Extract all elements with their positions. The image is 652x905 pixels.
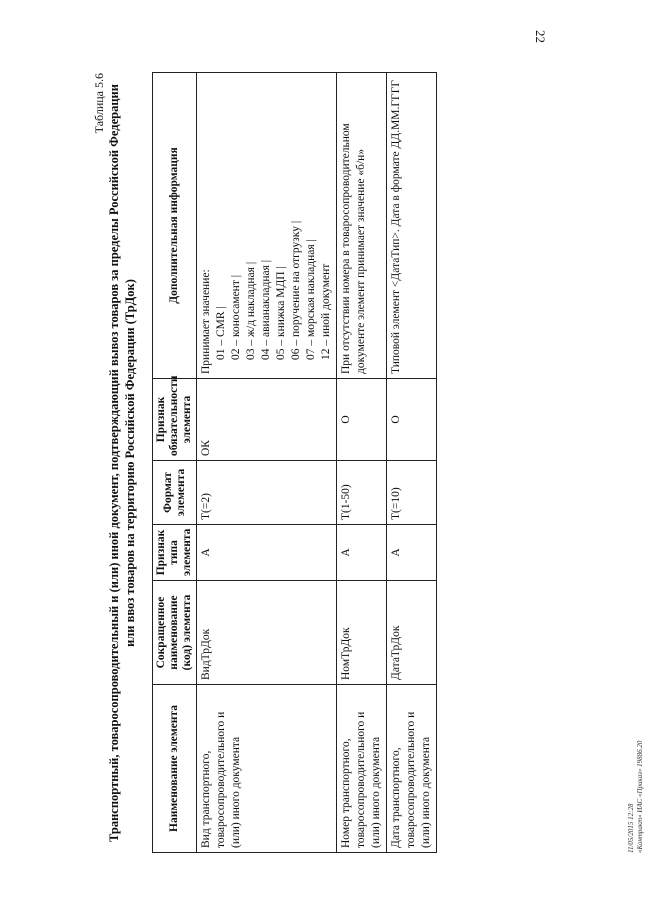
registration-stamp [627, 741, 645, 853]
cell-required: ОК [197, 379, 337, 461]
info-value: 02 – коносамент | [230, 274, 242, 360]
stamp-line: 11/05/2015 12:28 [627, 803, 635, 853]
table-title: Транспортный, товаросопроводительный и (или) иной документ, подтверждающий вывоз товаров за пределы Российской Федерации или ввоз товаров на территорию Российской Федерации (ТрДок) [107, 84, 137, 842]
info-value: 12 – иной документ [320, 263, 332, 360]
table-row [197, 73, 337, 853]
cell-code: НомТрДок [337, 581, 387, 685]
info-value: 06 – поручение на отгрузку | [290, 220, 302, 360]
info-value: 07 – морская накладная | [305, 239, 317, 360]
column-header: Формат элемента [153, 461, 197, 525]
page-number: 22 [533, 30, 548, 43]
cell-format: T(1-50) [337, 461, 387, 525]
info-intro: Принимает значение: [200, 269, 212, 374]
cell-info: Типовой элемент <ДатаТип>. Дата в формате ДД.ММ.ГГГГ [387, 73, 437, 379]
rotated-table-sheet [92, 73, 652, 853]
info-value: 05 – книжка МДП | [275, 266, 287, 360]
column-header: Признак типа элемента [153, 525, 197, 581]
cell-type: А [387, 525, 437, 581]
cell-name: Дата транспортного, товаросопроводительного и (или) иного документа [387, 685, 437, 853]
cell-info: При отсутствии номера в товаросопроводительном документе элемент принимает значение «б/н» [337, 73, 387, 379]
cell-name: Вид транспортного, товаросопроводительного и (или) иного документа [197, 685, 337, 853]
cell-name: Номер транспортного, товаросопроводительного и (или) иного документа [337, 685, 387, 853]
table-row [337, 73, 387, 853]
column-header: Признак обязательности элемента [153, 379, 197, 461]
table-label: Таблица 5.6 [92, 73, 106, 134]
elements-table [152, 72, 437, 853]
cell-code: ДатаТрДок [387, 581, 437, 685]
info-value: 01 – CMR | [215, 306, 227, 360]
cell-format: T(=10) [387, 461, 437, 525]
stamp-line: «Контракт» ИАС «Приказ» 19886.20 [636, 740, 644, 853]
cell-type: А [197, 525, 337, 581]
column-header: Сокращенное наименование (код) элемента [153, 581, 197, 685]
cell-type: А [337, 525, 387, 581]
table-row [387, 73, 437, 853]
cell-info [197, 73, 337, 379]
cell-format: T(=2) [197, 461, 337, 525]
info-value: 04 – авианакладная | [260, 259, 272, 360]
column-header: Дополнительная информация [153, 73, 197, 379]
cell-required: О [387, 379, 437, 461]
table-header-row [153, 73, 197, 853]
info-value: 03 – ж/д накладная | [245, 261, 257, 360]
column-header: Наименование элемента [153, 685, 197, 853]
cell-required: О [337, 379, 387, 461]
cell-code: ВидТрДок [197, 581, 337, 685]
